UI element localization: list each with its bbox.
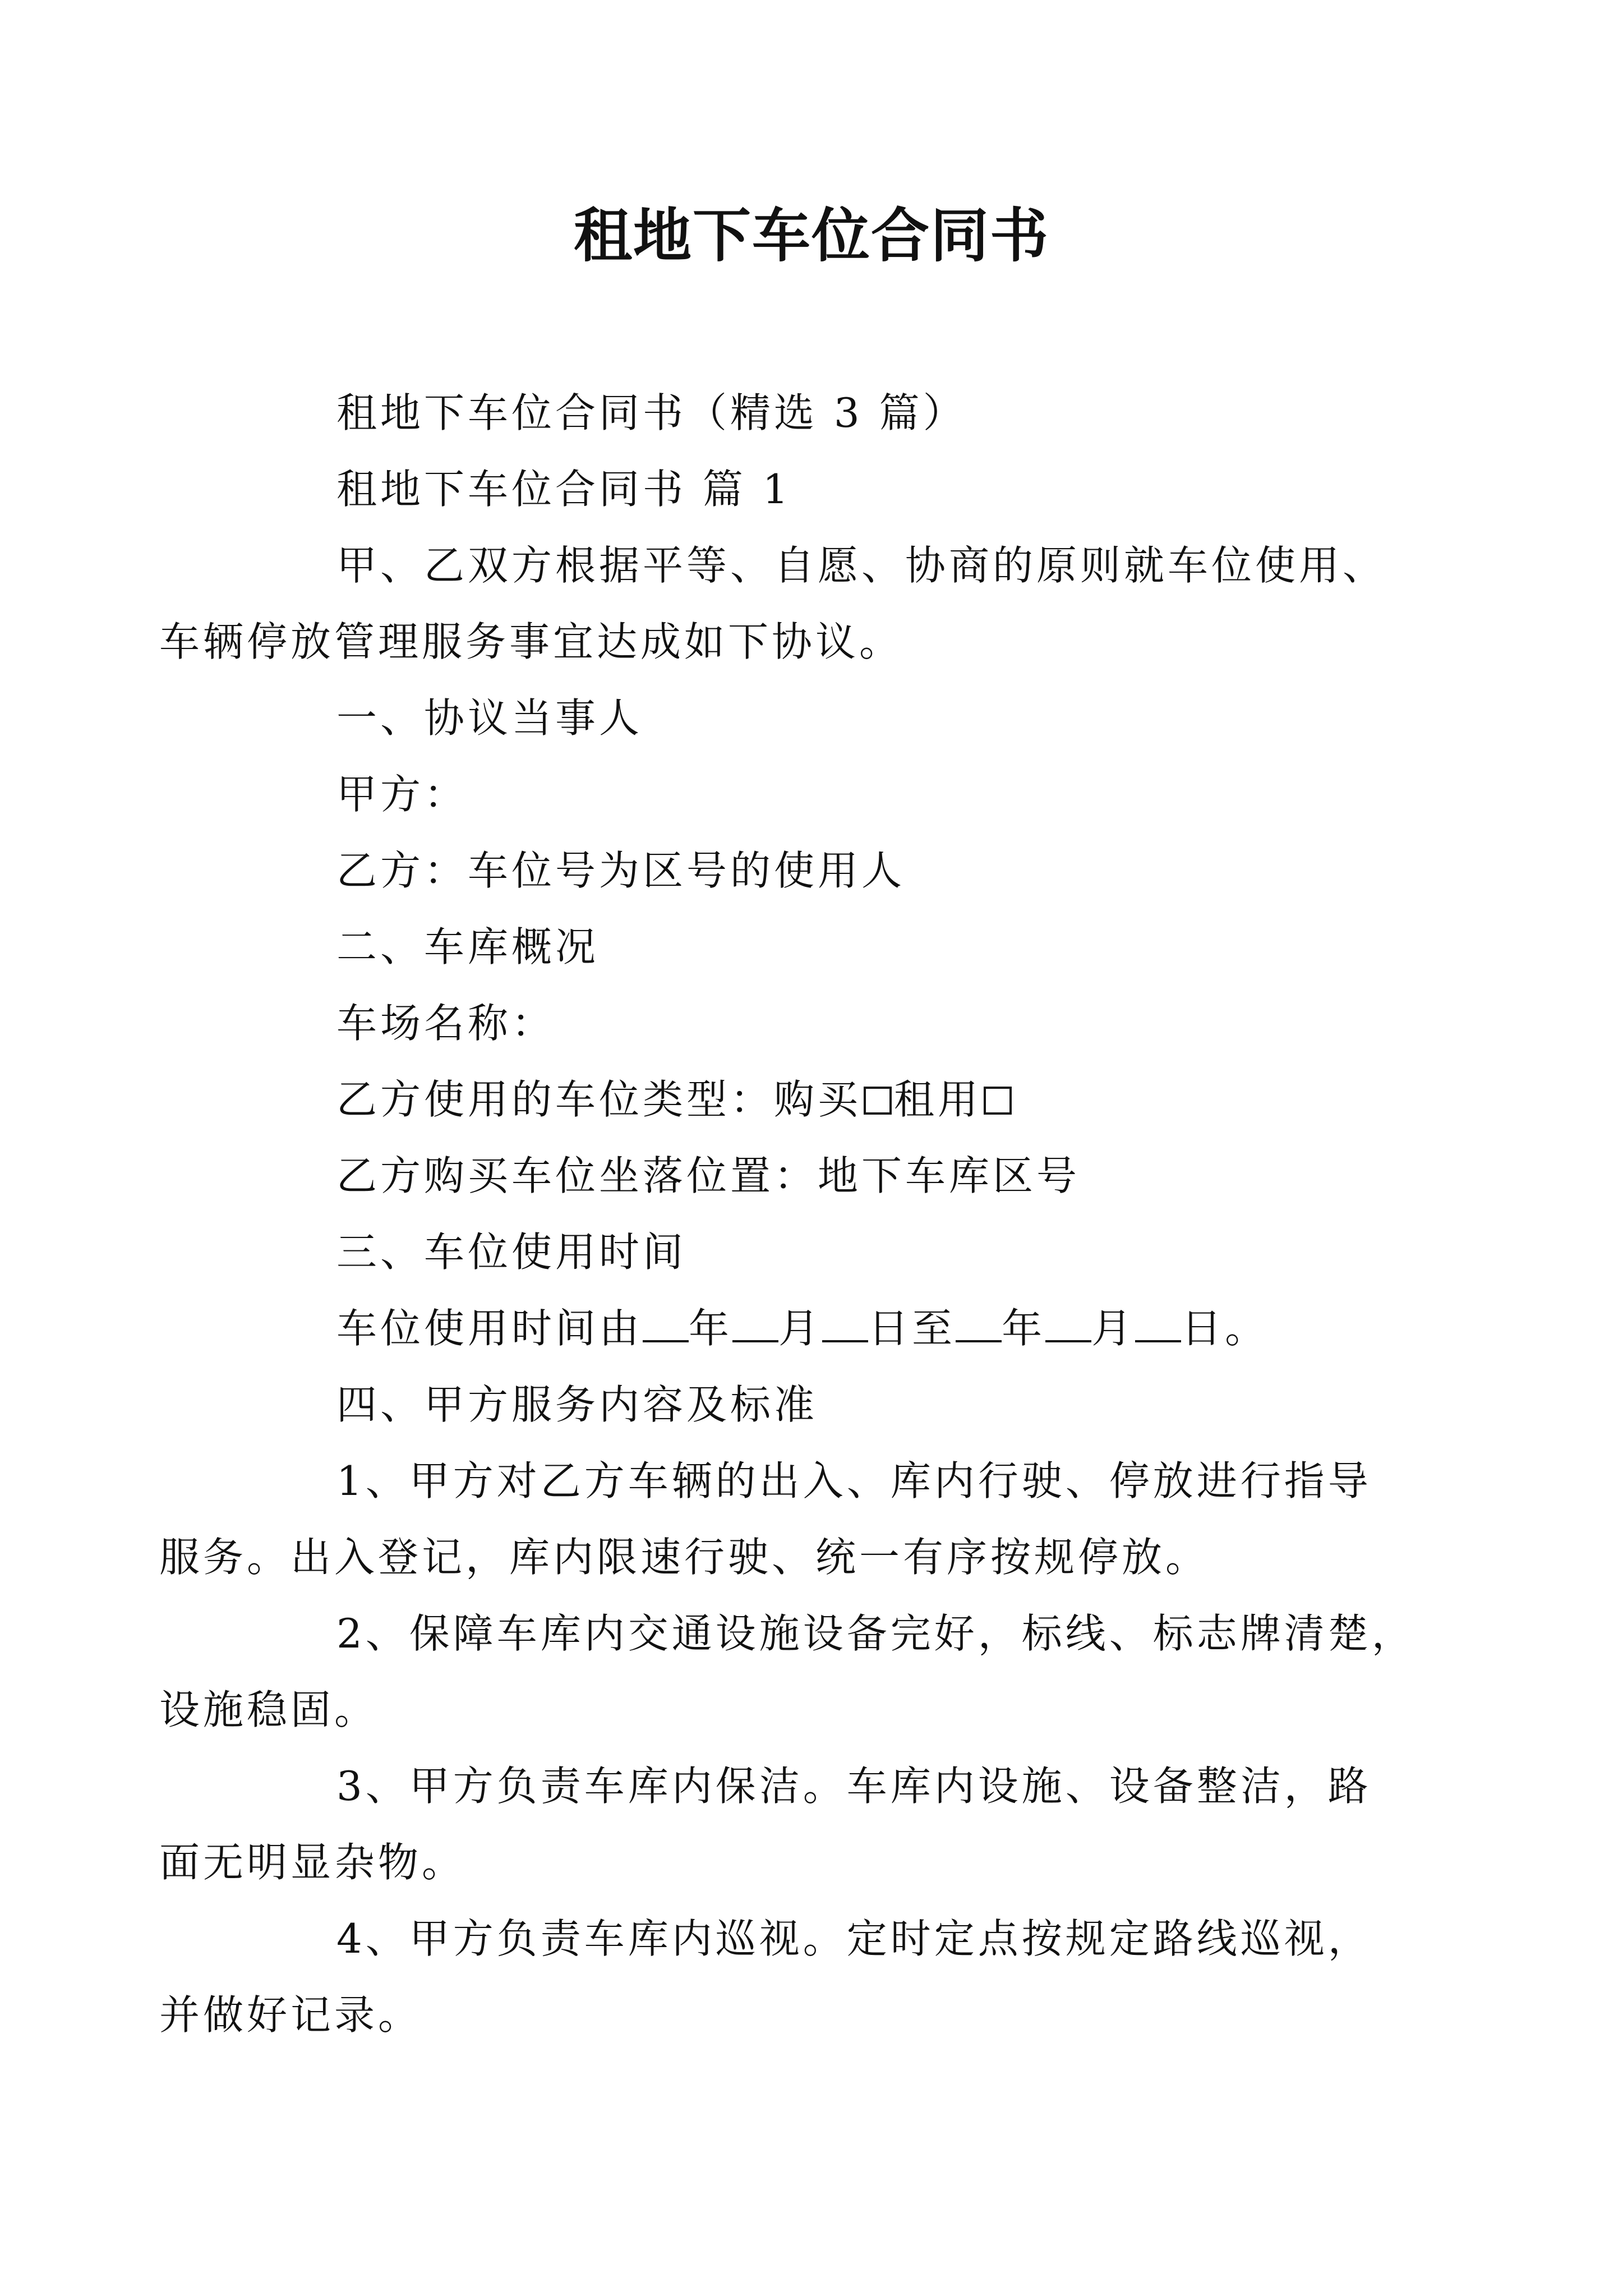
year-label: 年	[1002, 1305, 1046, 1352]
paragraph-text: 租地下车位合同书（精选 3 篇）	[336, 389, 967, 436]
blank-field	[1045, 1306, 1091, 1342]
vehicle-type-label: 乙方使用的车位类型：	[336, 1076, 774, 1123]
paragraph-text: 四、甲方服务内容及标准	[336, 1381, 818, 1428]
vehicle-type-line	[248, 1061, 1414, 1138]
service-item	[159, 1901, 1414, 2053]
month-label: 月	[778, 1305, 823, 1352]
service-item	[159, 1443, 1414, 1595]
month-label: 月	[1091, 1305, 1136, 1352]
location-line	[248, 1138, 1414, 1214]
service-item	[159, 1748, 1414, 1901]
paragraph-line: 设施稳固。	[159, 1686, 379, 1733]
paragraph-line: 3、甲方负责车库内保洁。车库内设施、设备整洁，路	[336, 1763, 1372, 1810]
paragraph-text: 乙方：车位号为区号的使用人	[336, 847, 906, 894]
option-buy-label: 购买	[774, 1076, 862, 1123]
paragraph-text: 乙方购买车位坐落位置：地下车库区号	[336, 1152, 1081, 1199]
paragraph-line: 并做好记录。	[159, 1991, 422, 2039]
paragraph-text: 三、车位使用时间	[336, 1228, 687, 1276]
paragraph-text: 车场名称：	[336, 1000, 556, 1047]
paragraph-text: 二、车库概况	[336, 923, 600, 970]
party-b-line	[248, 832, 1414, 909]
document-title: 租地下车位合同书	[573, 201, 1049, 270]
intro-paragraph	[159, 527, 1414, 680]
paragraph-line: 服务。出入登记，库内限速行驶、统一有序按规停放。	[159, 1534, 1210, 1581]
section-heading	[248, 1214, 1414, 1290]
blank-field	[732, 1306, 778, 1342]
paragraph-line: 4、甲方负责车库内巡视。定时定点按规定路线巡视，	[336, 1915, 1372, 1962]
paragraph-line: 甲、乙双方根据平等、自愿、协商的原则就车位使用、	[336, 542, 1387, 589]
paragraph-text: 甲方：	[336, 771, 468, 818]
document-body	[159, 375, 1415, 2053]
section-heading	[248, 680, 1414, 756]
paragraph-line: 1、甲方对乙方车辆的出入、库内行驶、停放进行指导	[336, 1457, 1372, 1504]
paragraph-text: 一、协议当事人	[336, 694, 643, 742]
subtitle-line	[248, 375, 1414, 451]
usage-time-line	[248, 1290, 1414, 1366]
service-item	[159, 1595, 1415, 1748]
blank-field	[956, 1306, 1002, 1342]
blank-field	[643, 1306, 689, 1342]
party-a-line	[248, 756, 1414, 832]
year-label: 年	[689, 1305, 733, 1352]
paragraph-line: 面无明显杂物。	[159, 1839, 466, 1886]
paragraph-text: 租地下车位合同书 篇 1	[336, 466, 792, 513]
rent-checkbox	[984, 1087, 1012, 1115]
day-to-label: 日至	[868, 1305, 956, 1352]
option-rent-label: 租用	[894, 1076, 982, 1123]
section-heading	[248, 1366, 1414, 1443]
day-end-label: 日。	[1181, 1305, 1269, 1352]
blank-field	[1135, 1306, 1181, 1342]
parking-name-line	[248, 985, 1414, 1061]
paragraph-line: 车辆停放管理服务事宜达成如下协议。	[159, 618, 903, 665]
usage-time-prefix: 车位使用时间由	[336, 1305, 643, 1352]
section-heading	[248, 451, 1414, 527]
paragraph-line: 2、保障车库内交通设施设备完好，标线、标志牌清楚，	[336, 1610, 1415, 1657]
section-heading	[248, 909, 1414, 985]
buy-checkbox	[864, 1087, 892, 1115]
blank-field	[822, 1306, 868, 1342]
